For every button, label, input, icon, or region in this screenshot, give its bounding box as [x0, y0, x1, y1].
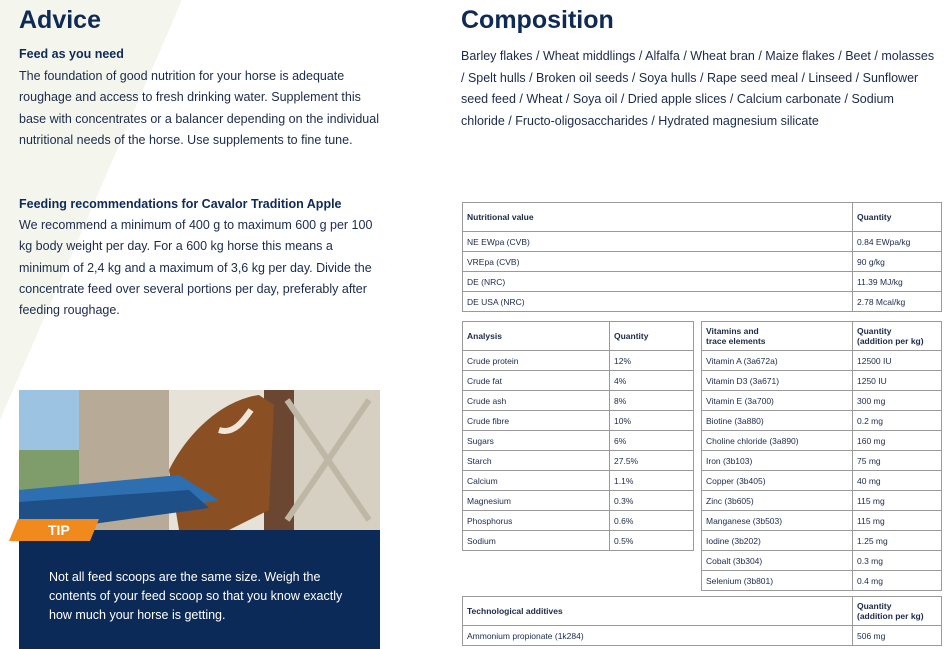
- cell: 4%: [610, 371, 694, 391]
- table-header-row: [463, 322, 694, 351]
- cell: 10%: [610, 411, 694, 431]
- header-line: (addition per kg): [857, 611, 924, 621]
- cell: 27.5%: [610, 451, 694, 471]
- feeding-recommendations-title: Feeding recommendations for Cavalor Tradition Apple: [19, 197, 342, 211]
- table-row: [463, 351, 694, 371]
- header-line: (addition per kg): [857, 336, 924, 346]
- feed-as-you-need-text: The foundation of good nutrition for your horse is adequate roughage and access to fresh drinking water. Supplement this base with concentrates or a balancer depending on the individual nutritional needs of the horse. Use supplements to fine tune.: [19, 69, 379, 147]
- cell: Sodium: [463, 531, 610, 551]
- cell: 0.4 mg: [853, 571, 942, 591]
- technological-table: [462, 596, 942, 646]
- table-row: [463, 531, 694, 551]
- cell: DE (NRC): [463, 272, 853, 292]
- table-row: [463, 626, 942, 646]
- nutritional-header-name: Nutritional value: [463, 203, 853, 232]
- cell: Selenium (3b801): [702, 571, 853, 591]
- cell: 115 mg: [853, 511, 942, 531]
- cell: Cobalt (3b304): [702, 551, 853, 571]
- cell: Crude fibre: [463, 411, 610, 431]
- feeding-recommendations-text: We recommend a minimum of 400 g to maximum 600 g per 100 kg body weight per day. For a 600 kg horse this means a minimum of 2,4 kg and a maximum of 3,6 kg per day. Divide the concentrate feed over several portions per day, preferably after feeding roughage.: [19, 218, 373, 318]
- cell: DE USA (NRC): [463, 292, 853, 312]
- cell: 12%: [610, 351, 694, 371]
- cell: 0.5%: [610, 531, 694, 551]
- cell: Vitamin A (3a672a): [702, 351, 853, 371]
- analysis-header-name: Analysis: [463, 322, 610, 351]
- cell: 115 mg: [853, 491, 942, 511]
- table-header-row: [463, 203, 942, 232]
- cell: Choline chloride (3a890): [702, 431, 853, 451]
- table-row: [463, 272, 942, 292]
- table-row: [463, 431, 694, 451]
- cell: 6%: [610, 431, 694, 451]
- cell: Sugars: [463, 431, 610, 451]
- analysis-header-quantity: Quantity: [610, 322, 694, 351]
- cell: Magnesium: [463, 491, 610, 511]
- cell: 75 mg: [853, 451, 942, 471]
- table-row: [702, 511, 942, 531]
- cell: 12500 IU: [853, 351, 942, 371]
- table-row: [702, 491, 942, 511]
- cell: 0.6%: [610, 511, 694, 531]
- cell: 160 mg: [853, 431, 942, 451]
- table-row: [702, 451, 942, 471]
- technological-header-name: Technological additives: [463, 597, 853, 626]
- nutritional-table: [462, 202, 942, 312]
- table-row: [702, 391, 942, 411]
- cell: Ammonium propionate (1k284): [463, 626, 853, 646]
- table-row: [702, 551, 942, 571]
- table-row: [463, 451, 694, 471]
- cell: Iodine (3b202): [702, 531, 853, 551]
- technological-header-quantity: [853, 597, 942, 626]
- vitamins-header-name: [702, 322, 853, 351]
- header-line: trace elements: [706, 336, 766, 346]
- table-row: [463, 511, 694, 531]
- table-row: [702, 351, 942, 371]
- cell: Manganese (3b503): [702, 511, 853, 531]
- analysis-table: [462, 321, 694, 551]
- cell: 40 mg: [853, 471, 942, 491]
- cell: Crude protein: [463, 351, 610, 371]
- composition-text: Barley flakes / Wheat middlings / Alfalfa / Wheat bran / Maize flakes / Beet / molasses / Spelt hulls / Broken oil seeds / Soya hulls / Rape seed meal / Linseed / Sunflower seed feed / Wheat / Soya oil / Dried apple slices / Calcium carbonate / Sodium chloride / Fructo-oligosaccharides / Hydrated magnesium silicate: [461, 49, 935, 128]
- cell: Vitamin E (3a700): [702, 391, 853, 411]
- vitamins-table: [701, 321, 942, 591]
- table-row: [463, 252, 942, 272]
- table-row: [463, 411, 694, 431]
- table-row: [702, 471, 942, 491]
- cell: Crude ash: [463, 391, 610, 411]
- table-row: [463, 232, 942, 252]
- cell: 506 mg: [853, 626, 942, 646]
- composition-title: Composition: [461, 6, 614, 34]
- vitamins-header-quantity: [853, 322, 942, 351]
- cell: 0.2 mg: [853, 411, 942, 431]
- header-line: Quantity: [857, 326, 892, 336]
- table-header-row: [702, 322, 942, 351]
- tip-text: Not all feed scoops are the same size. Weigh the contents of your feed scoop so that you know exactly how much your horse is getting.: [49, 570, 343, 622]
- table-row: [702, 431, 942, 451]
- feed-as-you-need-title: Feed as you need: [19, 47, 124, 61]
- table-row: [702, 571, 942, 591]
- cell: Phosphorus: [463, 511, 610, 531]
- advice-title: Advice: [19, 6, 101, 34]
- cell: NE EWpa (CVB): [463, 232, 853, 252]
- tip-label: TIP: [48, 522, 70, 538]
- table-row: [463, 491, 694, 511]
- cell: 0.3 mg: [853, 551, 942, 571]
- cell: Crude fat: [463, 371, 610, 391]
- header-line: Quantity: [857, 601, 892, 611]
- table-row: [702, 411, 942, 431]
- horse-photo: [19, 390, 380, 530]
- table-row: [463, 292, 942, 312]
- cell: 1.25 mg: [853, 531, 942, 551]
- cell: Copper (3b405): [702, 471, 853, 491]
- cell: Iron (3b103): [702, 451, 853, 471]
- table-header-row: [463, 597, 942, 626]
- cell: 8%: [610, 391, 694, 411]
- nutritional-header-quantity: Quantity: [853, 203, 942, 232]
- cell: 90 g/kg: [853, 252, 942, 272]
- table-row: [463, 371, 694, 391]
- table-row: [702, 371, 942, 391]
- cell: 0.84 EWpa/kg: [853, 232, 942, 252]
- cell: Calcium: [463, 471, 610, 491]
- cell: VREpa (CVB): [463, 252, 853, 272]
- cell: 2.78 Mcal/kg: [853, 292, 942, 312]
- cell: 300 mg: [853, 391, 942, 411]
- table-row: [463, 391, 694, 411]
- cell: 11.39 MJ/kg: [853, 272, 942, 292]
- cell: Vitamin D3 (3a671): [702, 371, 853, 391]
- cell: Zinc (3b605): [702, 491, 853, 511]
- cell: Starch: [463, 451, 610, 471]
- cell: 0.3%: [610, 491, 694, 511]
- cell: 1.1%: [610, 471, 694, 491]
- cell: 1250 IU: [853, 371, 942, 391]
- horse-illustration: [19, 390, 380, 530]
- header-line: Vitamins and: [706, 326, 759, 336]
- table-row: [702, 531, 942, 551]
- cell: Biotine (3a880): [702, 411, 853, 431]
- table-row: [463, 471, 694, 491]
